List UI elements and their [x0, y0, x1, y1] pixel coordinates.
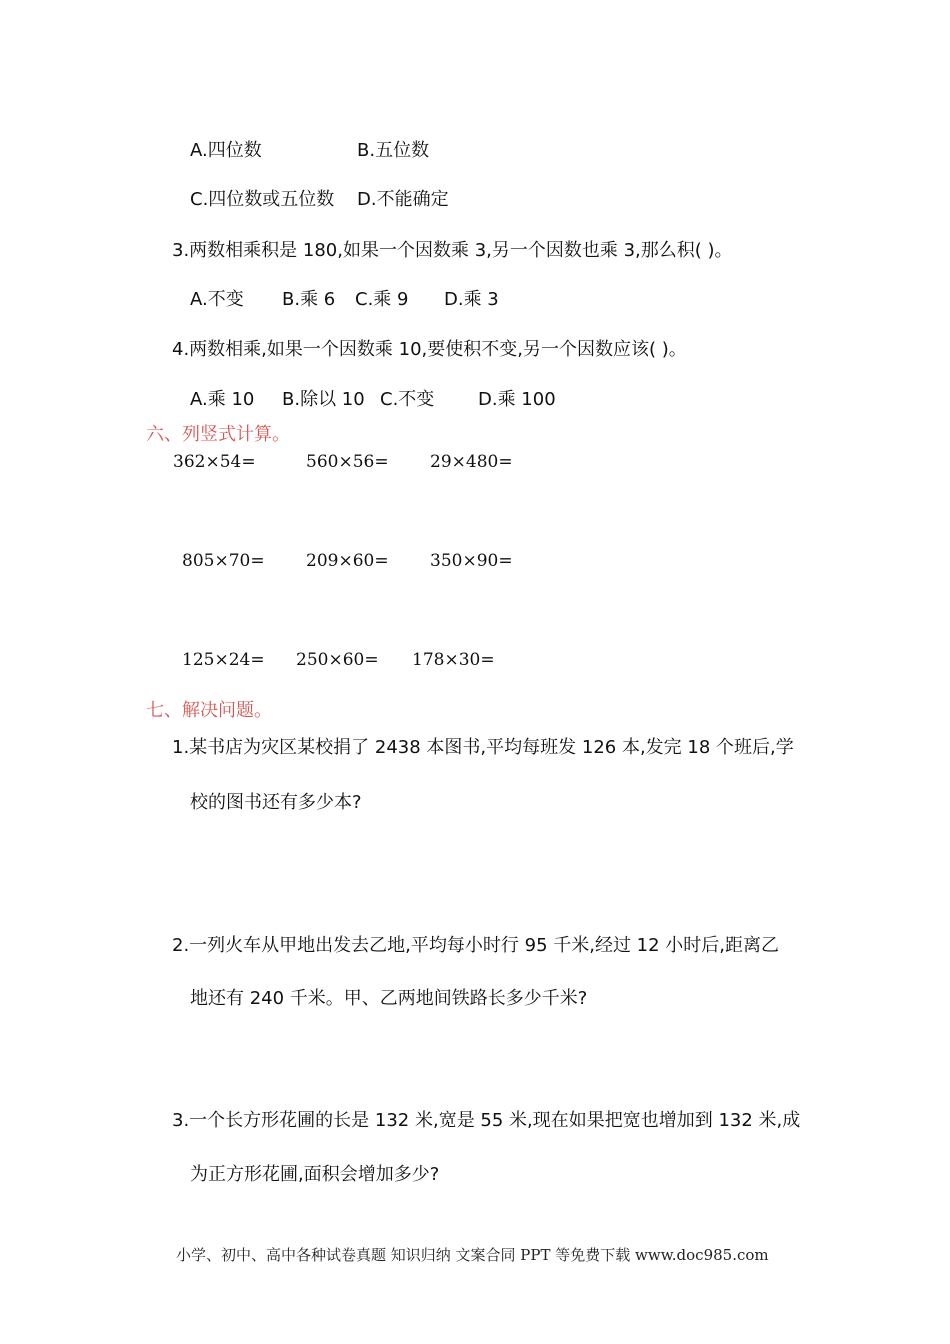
- q2-option-b: B.五位数: [357, 140, 430, 161]
- q3-option-c: C.乘 9: [355, 289, 409, 310]
- calc-item: 178×30=: [412, 650, 495, 670]
- calc-item: 125×24=: [182, 650, 265, 670]
- page-footer: 小学、初中、高中各种试卷真题 知识归纳 文案合同 PPT 等免费下载 www.doc985.com: [176, 1246, 769, 1264]
- calc-item: 209×60=: [306, 551, 389, 571]
- calc-item: 362×54=: [173, 452, 256, 472]
- question-3-text: 3.两数相乘积是 180,如果一个因数乘 3,另一个因数也乘 3,那么积( )。: [172, 240, 733, 261]
- problem-2-line-1: 2.一列火车从甲地出发去乙地,平均每小时行 95 千米,经过 12 小时后,距离乙: [172, 935, 780, 956]
- section-6-heading: 六、列竖式计算。: [146, 424, 290, 445]
- problem-2-line-2: 地还有 240 千米。甲、乙两地间铁路长多少千米?: [190, 988, 588, 1009]
- section-7-heading: 七、解决问题。: [146, 700, 272, 721]
- calc-item: 350×90=: [430, 551, 513, 571]
- q2-option-c: C.四位数或五位数: [190, 189, 335, 210]
- q3-option-a: A.不变: [190, 289, 244, 310]
- problem-3-line-1: 3.一个长方形花圃的长是 132 米,宽是 55 米,现在如果把宽也增加到 132 米,成: [172, 1110, 801, 1131]
- q4-option-a: A.乘 10: [190, 389, 255, 410]
- problem-1-line-1: 1.某书店为灾区某校捐了 2438 本图书,平均每班发 126 本,发完 18 个班后,学: [172, 737, 794, 758]
- calc-item: 560×56=: [306, 452, 389, 472]
- q4-option-c: C.不变: [380, 389, 435, 410]
- q4-option-d: D.乘 100: [478, 389, 556, 410]
- calc-item: 250×60=: [296, 650, 379, 670]
- q4-option-b: B.除以 10: [282, 389, 365, 410]
- calc-item: 805×70=: [182, 551, 265, 571]
- problem-3-line-2: 为正方形花圃,面积会增加多少?: [190, 1164, 440, 1185]
- calc-item: 29×480=: [430, 452, 513, 472]
- q3-option-b: B.乘 6: [282, 289, 336, 310]
- question-4-text: 4.两数相乘,如果一个因数乘 10,要使积不变,另一个因数应该( )。: [172, 339, 687, 360]
- q2-option-d: D.不能确定: [357, 189, 449, 210]
- q2-option-a: A.四位数: [190, 140, 262, 161]
- problem-1-line-2: 校的图书还有多少本?: [190, 792, 362, 813]
- q3-option-d: D.乘 3: [444, 289, 499, 310]
